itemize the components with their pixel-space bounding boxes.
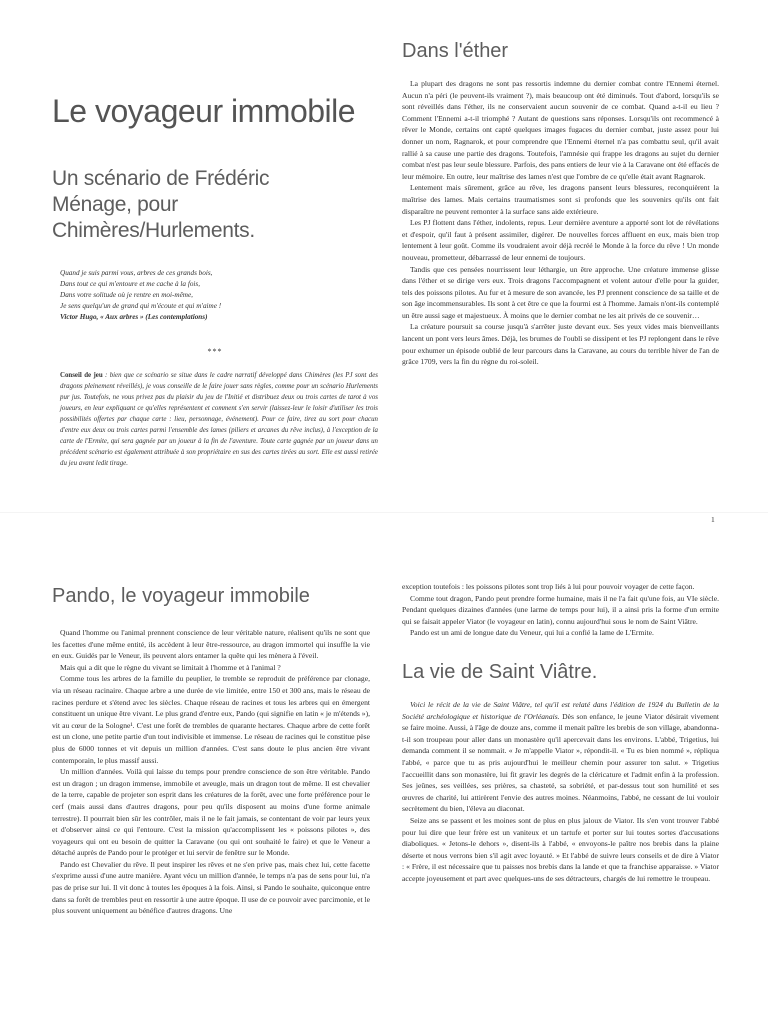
- poem-line: Je sens quelqu'un de grand qui m'écoute et qui m'aime !: [60, 302, 222, 310]
- poem-line: Dans votre solitude où je rentre en moi-même,: [60, 291, 193, 299]
- paragraph: Pando est Chevalier du rêve. Il peut inspirer les rêves et ne s'en prive pas, mais chez lui, cette facette s'exprime aussi d'une autre manière. Ayant vécu un million d'année, le temps n'a pas de sens pour lui, n'a pas de prise sur lui. Il vit donc à toutes les époques à la fois. Ainsi, si Pando le souhaite, quiconque entre dans sa forêt de trembles peut en ressortir à une autre époque. Il use de ce pouvoir avec parcimonie, et le plus souvent uniquement au bénéfice d'autres dragons. Une: [52, 859, 370, 916]
- poem-line: Dans tout ce qui m'entoure et me cache à la fois,: [60, 280, 200, 288]
- paragraph: Quand l'homme ou l'animal prennent conscience de leur véritable nature, réalisent qu'ils ne sont que les facettes d'une même entité, ils accèdent à leur être-ressource, au dragon immortel qui insuffle la vie en eux. Guidés par le Veneur, ils peuvent alors entamer la quête qui les mènera à l'éveil.: [52, 628, 370, 661]
- paragraph: Seize ans se passent et les moines sont de plus en plus jaloux de Viator. Ils s'en vont trouver l'abbé pour lui dire que leur frère est un vaniteux et un tartufe et porter sur lui toutes sortes d'accusations diaboliques. « Jetons-le dehors », disent-ils à l'abbé, « envoyons-le paître nos brebis dans la plaine déserte et nous verrons bien s'il agit avec loyauté. » Et l'abbé de suivre leurs conseils et de dire à Viator : « Frère, il est nécessaire que tu paisses nos brebis dans la lande et que ta franchise apparaisse. » Viator accepte joyeusement et part avec quelques-uns de ses détracteurs, chargés de lui remettre le troupeau.: [402, 815, 719, 883]
- paragraph: La créature poursuit sa course jusqu'à s'arrêter juste devant eux. Ses yeux vides mais bienveillants lancent un pont vers leurs âmes. Déjà, les brumes de l'oubli se dissipent et les PJ replongent dans le rêve pour exhumer un épisode oublié de leur parcours dans la Caravane, au cours du terrible hiver de l'an de grâce 1709, vers la fin du règne du roi-soleil.: [402, 322, 719, 367]
- paragraph-text: Dès son enfance, le jeune Viator désirait vivement se faire moine. Aussi, à l'âge de douze ans, comme il menait paître les brebis de son village, abandonna-t-il son troupeau pour aller dans un monastère qu'il apercevait dans les environs. L'abbé, Trigetius, lui demanda comment il se nommait. « Je m'appelle Viator », répondit-il. « Tu es bien nommé », répliqua l'abbé, « parce que tu as pris aujourd'hui le meilleur chemin pour assurer ton salut. » Trigetius l'accueillit dans son monastère, lui fit gravir les degrés de la cléricature et l'admit enfin à la profession. Ses jeûnes, ses veillées, ses prières, sa chasteté, sa sobriété, et par-dessus tout son humilité et ses œuvres de charité, lui attirèrent l'envie des autres moines. Néanmoins, l'abbé, ne cessant de lui vouloir secrètement du bien, l'éleva au diaconat.: [402, 711, 720, 814]
- section-title-pando: Pando, le voyageur immobile: [52, 585, 310, 607]
- saint-viatre-body: [402, 699, 719, 885]
- separator: ***: [207, 347, 223, 356]
- document-page-2: [0, 512, 768, 1024]
- page-2-left-column: [52, 513, 370, 917]
- section-title-saint-viatre: La vie de Saint Viâtre.: [402, 660, 598, 683]
- paragraph: Comme tout dragon, Pando peut prendre forme humaine, mais il ne l'a fait qu'une fois, au VIe siècle. Pendant quelques dizaines d'années (une larme de temps pour lui), il a ainsi pris la forme d'un ermite qui se faisait appeler Viator (le voyageur en latin), connu aujourd'hui sous le nom de Saint Viâtre.: [402, 593, 719, 626]
- page-1-right-column: [402, 0, 719, 368]
- poem-line: Quand je suis parmi vous, arbres de ces grands bois,: [60, 269, 213, 277]
- advice-text: : bien que ce scénario se situe dans le cadre narratif développé dans Chimères (les PJ sont des dragons pleinement réveillés), je vous conseille de le faire jouer sans règles, comme pour un scénario Hurlements pur jus. Toutefois, ne vous privez pas du plaisir du jeu de l'Initié et distribuez deux ou trois cartes de tarot à vos joueurs, en leur expliquant ce qu'elles représentent et comment s'en servir (laissez-leur le loisir d'utiliser les trois possibilités offertes par chaque carte : lieu, personnage, événement). Pour ce faire, tirez au sort pour chacun d'entre eux deux ou trois cartes parmi l'ensemble des lames (piliers et arcanes du rêve inclus), à l'exception de la carte de l'Ermite, qui sera gagnée par un joueur à la fin de l'aventure. Toute carte gagnée par un joueur dans un précédent scénario est également attribuée à son propriétaire en sus des cartes tirées au sort. Elle est aussi retirée du jeu avant ledit tirage.: [60, 372, 378, 467]
- italic-intro: Voici le récit de la vie de Saint Viâtre, tel qu'il est relaté dans l'édition de 1924 du Bulletin de la Société archéologique et historique de l'Orléanais.: [402, 699, 719, 721]
- paragraph: Mais qui a dit que le règne du vivant se limitait à l'homme et à l'animal ?: [60, 662, 281, 672]
- subtitle: Un scénario de Frédéric Ménage, pour Chimères/Hurlements.: [52, 167, 270, 242]
- paragraph: exception toutefois : les poissons pilotes sont trop liés à lui pour pouvoir voyager de cette façon.: [402, 582, 695, 591]
- page-number-1: 1: [711, 515, 715, 524]
- page-2-right-column: [402, 513, 719, 884]
- pando-body: [52, 627, 370, 917]
- page-1-left-column: [52, 0, 378, 469]
- advice-label: Conseil de jeu: [60, 372, 103, 379]
- main-title: Le voyageur immobile: [52, 93, 356, 129]
- epigraph-poem: [60, 268, 378, 323]
- paragraph: Lentement mais sûrement, grâce au rêve, les dragons pansent leurs blessures, reconquièrent la maîtrise des lames. Mais certains traumatismes sont si profonds que les souvenirs qu'ils ont fait disparaître ne peuvent remonter à la surface sans aide extérieure.: [402, 183, 719, 216]
- section-title-ether: Dans l'éther: [402, 40, 509, 62]
- pando-continued: [402, 581, 719, 639]
- paragraph: Pando est un ami de longue date du Veneur, qui lui a confié la lame de L'Ermite.: [410, 628, 654, 638]
- poem-signature: Victor Hugo, « Aux arbres » (Les contemplations): [60, 313, 208, 321]
- paragraph: Les PJ flottent dans l'éther, indolents, repus. Leur dernière aventure a apporté sont lot de révélations et d'espoir, qu'il faut à présent assimiler, digérer. De nouvelles forces affluent en eux, mais bien trop lentement à leur goût. Comme ils voudraient avoir déjà recréé le Monde à la force du rêve ! Un monde nouveau, prometteur, débarrassé de leur ennemi de toujours.: [402, 218, 719, 262]
- paragraph: La plupart des dragons ne sont pas ressortis indemne du dernier combat contre l'Ennemi éternel. Aucun n'a péri (le peuvent-ils vraiment ?), mais beaucoup ont été diminués. Tout d'abord, lorsqu'ils se sont réveillés dans l'éther, ils ne conservaient aucun souvenir de ce combat. Quand a-t-il eu lieu ? Comment l'Ennemi a-t-il triomphé ? Autant de questions sans réponses. Lorsqu'ils ont recommencé à rêver le Monde, certains ont capté quelques images fugaces du dernier combat, juste assez pour lui donner un nom, Ragnarok, et pour comprendre que l'Ennemi éternel n'a pas combattu seul, qu'il avait rallié à sa cause une partie des dragons. Toutefois, l'amnésie qui frappe les dragons au sujet du dernier combat n'est pas leur seule blessure. Parfois, des pans entiers de leur vie à la Caravane ont été effacés de leur mémoire. En outre, leur maîtrise des lames n'est que l'ombre de ce qu'elle était avant Ragnarok.: [402, 79, 719, 181]
- paragraph: [402, 699, 719, 815]
- paragraph: Comme tous les arbres de la famille du peuplier, le tremble se reproduit de préférence par clonage, via un réseau racinaire. Chaque arbre a une durée de vie limitée, entre 150 et 300 ans, mais le réseau de racines perdure et s'étend avec les siècles. Chaque réseau de racines et tous les arbres qui en émergent constituent un unique être vivant. Le plus grand d'entre eux, Pando (qui signifie en latin « je m'étends »), vit au cœur de la Sologne¹. C'est une forêt de trembles de quarante hectares. Chaque arbre de cette forêt est un clone, une petite partie d'un tout indivisible et immense. Le réseau de racines qui le constitue pèse plus de 6000 tonnes et vit depuis un million d'années. C'est sans doute le plus ancien être vivant contemporain, le plus massif aussi.: [52, 674, 371, 765]
- game-advice: [60, 370, 378, 469]
- paragraph: Tandis que ces pensées nourrissent leur léthargie, un être approche. Une créature immense glisse dans l'éther et se dirige vers eux. Trois dragons l'accompagnent et volent autour d'elle pour la guider, tels des poissons pilotes. Au fur et à mesure de son avancée, les PJ prennent conscience de sa taille et de son âge incommensurables. Ils sont à cet être ce que la fourmi est à l'homme. Jamais n'ont-ils contemplé un être aussi sage et majestueux. À moins que le dernier combat ne les ait privés de ce souvenir…: [402, 264, 719, 320]
- ether-body: [402, 78, 719, 368]
- paragraph: Un million d'années. Voilà qui laisse du temps pour prendre conscience de son être véritable. Pando est un dragon ; un dragon immense, immobile et aveugle, mais un dragon tout de même. Il est chevalier de la terre, capable de projeter son esprit dans les créatures de la forêt, avec une forte préférence pour le cerf (mais aussi dans d'autres dragons, pour peu qu'ils disposent au moins d'une forme animale terrestre). Il pourrait bien sûr les contrôler, mais il ne le fait jamais, se contentant de voir par leurs yeux et d'observer ainsi ce qui l'entoure. C'est la mission qu'accomplissent les « poissons pilotes », des voyageurs qui ont eu besoin de quitter la Caravane (ou qui ont souhaité le faire) et que le Veneur a détaché auprès de Pando pour le protéger et lui servir de fenêtre sur le Monde.: [52, 767, 370, 858]
